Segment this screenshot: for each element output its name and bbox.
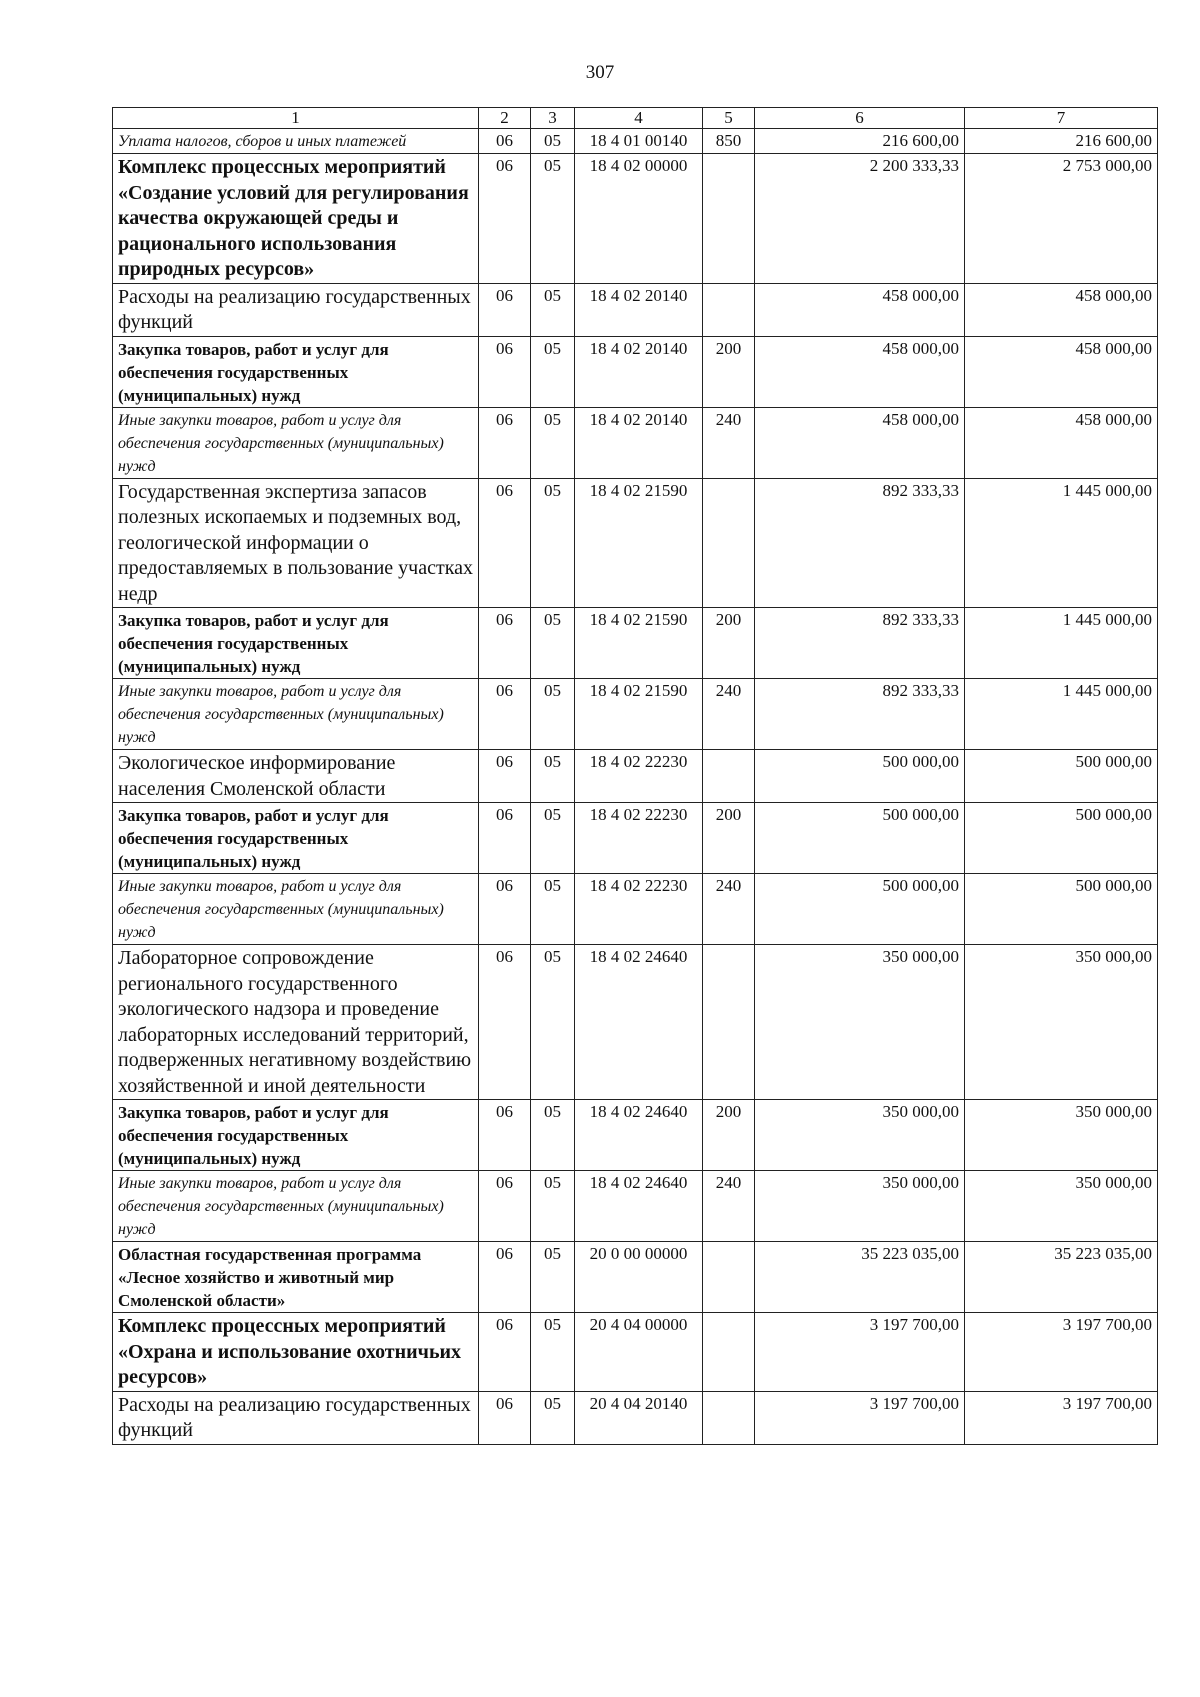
subsection-code-cell: 05 — [531, 1171, 575, 1242]
amount-year2-cell: 2 753 000,00 — [965, 154, 1158, 284]
expense-type-cell: 240 — [703, 874, 755, 945]
amount-year1-cell: 500 000,00 — [755, 750, 965, 803]
row-name-cell: Закупка товаров, работ и услуг для обеспечения государственных (муниципальных) нужд — [113, 608, 479, 679]
column-header: 6 — [755, 108, 965, 129]
subsection-code-cell: 05 — [531, 336, 575, 407]
expense-type-cell — [703, 478, 755, 608]
row-name-cell: Уплата налогов, сборов и иных платежей — [113, 129, 479, 154]
expense-type-cell — [703, 1242, 755, 1313]
amount-year1-cell: 3 197 700,00 — [755, 1391, 965, 1444]
subsection-code-cell: 05 — [531, 679, 575, 750]
subsection-code-cell: 05 — [531, 874, 575, 945]
expense-type-cell — [703, 283, 755, 336]
section-code-cell: 06 — [479, 803, 531, 874]
row-name-cell: Расходы на реализацию государственных функций — [113, 1391, 479, 1444]
table-row — [113, 283, 1158, 336]
amount-year2-cell: 500 000,00 — [965, 874, 1158, 945]
section-code-cell: 06 — [479, 1391, 531, 1444]
amount-year1-cell: 350 000,00 — [755, 945, 965, 1100]
table-row — [113, 407, 1158, 478]
target-article-cell: 18 4 01 00140 — [575, 129, 703, 154]
target-article-cell: 18 4 02 24640 — [575, 1100, 703, 1171]
amount-year2-cell: 500 000,00 — [965, 750, 1158, 803]
expense-type-cell — [703, 1391, 755, 1444]
header-row — [113, 108, 1158, 129]
row-name-cell: Иные закупки товаров, работ и услуг для обеспечения государственных (муниципальных) нужд — [113, 679, 479, 750]
target-article-cell: 18 4 02 24640 — [575, 1171, 703, 1242]
target-article-cell: 18 4 02 22230 — [575, 874, 703, 945]
table-row — [113, 945, 1158, 1100]
target-article-cell: 20 0 00 00000 — [575, 1242, 703, 1313]
table-row — [113, 1171, 1158, 1242]
row-name-cell: Государственная экспертиза запасов полезных ископаемых и подземных вод, геологической информации о предоставляемых в пользование участках недр — [113, 478, 479, 608]
amount-year2-cell: 458 000,00 — [965, 336, 1158, 407]
table-row — [113, 679, 1158, 750]
table-row — [113, 608, 1158, 679]
expense-type-cell: 240 — [703, 407, 755, 478]
section-code-cell: 06 — [479, 336, 531, 407]
subsection-code-cell: 05 — [531, 1313, 575, 1392]
expense-type-cell: 240 — [703, 679, 755, 750]
target-article-cell: 18 4 02 20140 — [575, 283, 703, 336]
expense-type-cell: 240 — [703, 1171, 755, 1242]
subsection-code-cell: 05 — [531, 478, 575, 608]
amount-year1-cell: 892 333,33 — [755, 478, 965, 608]
subsection-code-cell: 05 — [531, 129, 575, 154]
budget-table — [112, 107, 1158, 1445]
amount-year2-cell: 458 000,00 — [965, 407, 1158, 478]
expense-type-cell: 200 — [703, 336, 755, 407]
table-row — [113, 129, 1158, 154]
table-row — [113, 1313, 1158, 1392]
section-code-cell: 06 — [479, 154, 531, 284]
subsection-code-cell: 05 — [531, 945, 575, 1100]
amount-year2-cell: 350 000,00 — [965, 1100, 1158, 1171]
expense-type-cell — [703, 750, 755, 803]
section-code-cell: 06 — [479, 1313, 531, 1392]
amount-year2-cell: 3 197 700,00 — [965, 1391, 1158, 1444]
table-row — [113, 1100, 1158, 1171]
amount-year2-cell: 1 445 000,00 — [965, 608, 1158, 679]
row-name-cell: Комплекс процессных мероприятий «Создание условий для регулирования качества окружающей среды и рационального использования природных ресурсов» — [113, 154, 479, 284]
expense-type-cell: 200 — [703, 608, 755, 679]
column-header: 3 — [531, 108, 575, 129]
row-name-cell: Комплекс процессных мероприятий «Охрана и использование охотничьих ресурсов» — [113, 1313, 479, 1392]
section-code-cell: 06 — [479, 750, 531, 803]
section-code-cell: 06 — [479, 283, 531, 336]
amount-year2-cell: 1 445 000,00 — [965, 478, 1158, 608]
section-code-cell: 06 — [479, 1242, 531, 1313]
row-name-cell: Иные закупки товаров, работ и услуг для обеспечения государственных (муниципальных) нужд — [113, 874, 479, 945]
target-article-cell: 18 4 02 24640 — [575, 945, 703, 1100]
expense-type-cell: 200 — [703, 1100, 755, 1171]
subsection-code-cell: 05 — [531, 803, 575, 874]
row-name-cell: Иные закупки товаров, работ и услуг для обеспечения государственных (муниципальных) нужд — [113, 1171, 479, 1242]
target-article-cell: 18 4 02 21590 — [575, 478, 703, 608]
row-name-cell: Иные закупки товаров, работ и услуг для обеспечения государственных (муниципальных) нужд — [113, 407, 479, 478]
amount-year1-cell: 892 333,33 — [755, 608, 965, 679]
amount-year1-cell: 458 000,00 — [755, 407, 965, 478]
expense-type-cell — [703, 945, 755, 1100]
column-header: 5 — [703, 108, 755, 129]
target-article-cell: 18 4 02 21590 — [575, 679, 703, 750]
target-article-cell: 18 4 02 20140 — [575, 336, 703, 407]
section-code-cell: 06 — [479, 478, 531, 608]
subsection-code-cell: 05 — [531, 1100, 575, 1171]
amount-year2-cell: 1 445 000,00 — [965, 679, 1158, 750]
table-row — [113, 803, 1158, 874]
section-code-cell: 06 — [479, 1100, 531, 1171]
target-article-cell: 20 4 04 00000 — [575, 1313, 703, 1392]
expense-type-cell — [703, 1313, 755, 1392]
section-code-cell: 06 — [479, 608, 531, 679]
table-row — [113, 1242, 1158, 1313]
row-name-cell: Расходы на реализацию государственных функций — [113, 283, 479, 336]
expense-type-cell: 850 — [703, 129, 755, 154]
row-name-cell: Экологическое информирование населения Смоленской области — [113, 750, 479, 803]
column-header: 7 — [965, 108, 1158, 129]
target-article-cell: 18 4 02 21590 — [575, 608, 703, 679]
target-article-cell: 20 4 04 20140 — [575, 1391, 703, 1444]
expense-type-cell — [703, 154, 755, 284]
page-number: 307 — [585, 62, 615, 83]
subsection-code-cell: 05 — [531, 154, 575, 284]
subsection-code-cell: 05 — [531, 283, 575, 336]
amount-year1-cell: 216 600,00 — [755, 129, 965, 154]
table-row — [113, 1391, 1158, 1444]
amount-year2-cell: 350 000,00 — [965, 945, 1158, 1100]
row-name-cell: Закупка товаров, работ и услуг для обеспечения государственных (муниципальных) нужд — [113, 336, 479, 407]
target-article-cell: 18 4 02 20140 — [575, 407, 703, 478]
table-row — [113, 750, 1158, 803]
column-header: 1 — [113, 108, 479, 129]
target-article-cell: 18 4 02 00000 — [575, 154, 703, 284]
subsection-code-cell: 05 — [531, 608, 575, 679]
amount-year1-cell: 458 000,00 — [755, 336, 965, 407]
subsection-code-cell: 05 — [531, 1391, 575, 1444]
target-article-cell: 18 4 02 22230 — [575, 750, 703, 803]
amount-year1-cell: 2 200 333,33 — [755, 154, 965, 284]
subsection-code-cell: 05 — [531, 1242, 575, 1313]
section-code-cell: 06 — [479, 945, 531, 1100]
amount-year2-cell: 216 600,00 — [965, 129, 1158, 154]
amount-year1-cell: 350 000,00 — [755, 1171, 965, 1242]
amount-year2-cell: 458 000,00 — [965, 283, 1158, 336]
amount-year1-cell: 458 000,00 — [755, 283, 965, 336]
amount-year2-cell: 500 000,00 — [965, 803, 1158, 874]
section-code-cell: 06 — [479, 1171, 531, 1242]
row-name-cell: Закупка товаров, работ и услуг для обеспечения государственных (муниципальных) нужд — [113, 1100, 479, 1171]
subsection-code-cell: 05 — [531, 750, 575, 803]
section-code-cell: 06 — [479, 874, 531, 945]
table-row — [113, 874, 1158, 945]
column-header: 2 — [479, 108, 531, 129]
amount-year1-cell: 500 000,00 — [755, 803, 965, 874]
table-row — [113, 154, 1158, 284]
expense-type-cell: 200 — [703, 803, 755, 874]
row-name-cell: Закупка товаров, работ и услуг для обеспечения государственных (муниципальных) нужд — [113, 803, 479, 874]
column-header: 4 — [575, 108, 703, 129]
amount-year2-cell: 3 197 700,00 — [965, 1313, 1158, 1392]
amount-year2-cell: 35 223 035,00 — [965, 1242, 1158, 1313]
amount-year1-cell: 500 000,00 — [755, 874, 965, 945]
section-code-cell: 06 — [479, 407, 531, 478]
section-code-cell: 06 — [479, 129, 531, 154]
row-name-cell: Областная государственная программа «Лесное хозяйство и животный мир Смоленской области» — [113, 1242, 479, 1313]
amount-year1-cell: 35 223 035,00 — [755, 1242, 965, 1313]
table-body — [113, 129, 1158, 1445]
target-article-cell: 18 4 02 22230 — [575, 803, 703, 874]
amount-year2-cell: 350 000,00 — [965, 1171, 1158, 1242]
row-name-cell: Лабораторное сопровождение регионального государственного экологического надзора и проведение лабораторных исследований территорий, подверженных негативному воздействию хозяйственной и иной деятельности — [113, 945, 479, 1100]
subsection-code-cell: 05 — [531, 407, 575, 478]
table-row — [113, 478, 1158, 608]
section-code-cell: 06 — [479, 679, 531, 750]
table-row — [113, 336, 1158, 407]
amount-year1-cell: 350 000,00 — [755, 1100, 965, 1171]
amount-year1-cell: 3 197 700,00 — [755, 1313, 965, 1392]
amount-year1-cell: 892 333,33 — [755, 679, 965, 750]
